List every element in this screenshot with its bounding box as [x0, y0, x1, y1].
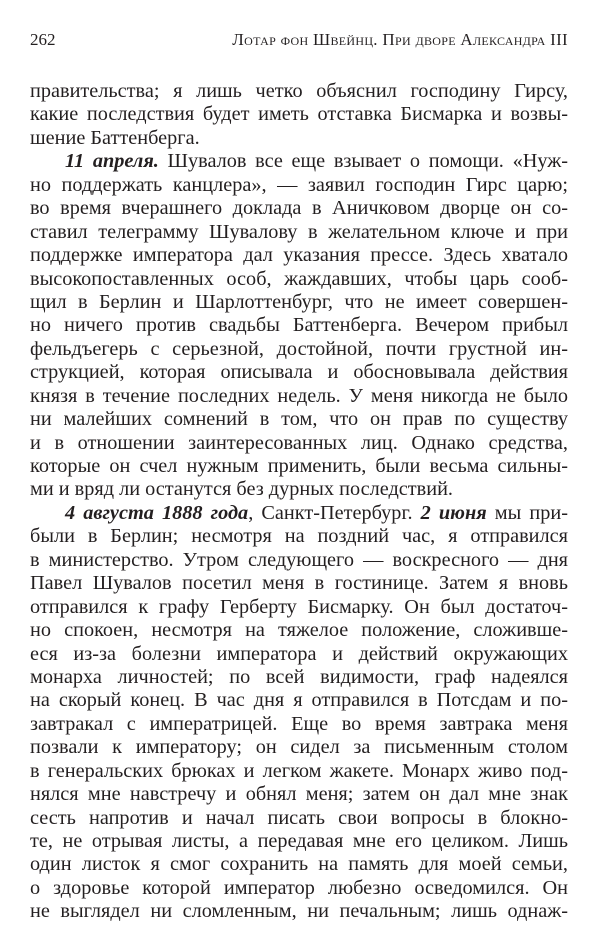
text-segment: , Санкт-Петербург. — [248, 501, 421, 524]
text-segment: о здоровье которой император любезно осведомился. Он — [30, 876, 568, 899]
text-line — [30, 221, 568, 244]
text-line — [30, 549, 568, 572]
text-segment: еся из-за болезни императора и действий окружающих — [30, 642, 568, 665]
date-heading: 11 апреля. — [65, 150, 159, 173]
text-segment: высокопоставленных особ, жаждавших, чтобы царь сооб- — [30, 267, 568, 290]
text-segment: какие последствия будет иметь отставка Бисмарка и возвы- — [30, 103, 568, 126]
text-segment: в министерство. Утром следующего — воскресного — дня — [30, 548, 568, 571]
text-line — [30, 291, 568, 314]
text-segment: те, не отрывая листы, а передавая мне его целиком. Лишь — [30, 830, 568, 852]
text-line — [30, 103, 568, 126]
text-line — [30, 361, 568, 384]
text-line — [30, 127, 568, 150]
text-line — [30, 314, 568, 337]
text-line — [30, 432, 568, 455]
text-line — [30, 760, 568, 783]
running-title: Лотар фон Швейнц. При дворе Александра III — [232, 30, 568, 49]
text-line — [30, 385, 568, 408]
page-body-text — [30, 80, 568, 924]
text-line — [30, 643, 568, 666]
text-segment: нялся мне навстречу и обнял меня; затем он дал мне знак — [30, 783, 568, 806]
text-segment: во время вчерашнего доклада в Аничковом дворце он со- — [30, 197, 568, 220]
running-header — [30, 30, 568, 52]
text-segment: но спокоен, несмотря на тяжелое положение, сложивше- — [30, 619, 568, 642]
text-line — [30, 197, 568, 220]
text-line — [30, 853, 568, 876]
text-line — [30, 877, 568, 900]
text-segment: правительства; я лишь четко объяснил господину Гирсу, — [30, 80, 568, 102]
text-segment: ни малейших сомнений в том, что он прав по существу — [30, 408, 568, 431]
text-line — [30, 174, 568, 197]
text-segment: ставил телеграмму Шувалову в желательном ключе и при — [30, 220, 568, 243]
text-segment: струкцией, которая описывала и обосновывала действия — [30, 361, 568, 384]
text-line — [30, 150, 568, 173]
text-segment: в генеральских брюках и легком жакете. Монарх живо под- — [30, 759, 568, 782]
text-line — [30, 807, 568, 830]
text-segment: монарха личностей; по всей видимости, граф надеялся — [30, 665, 568, 688]
text-segment: один листок я смог сохранить на память для моей семьи, — [30, 853, 568, 876]
text-segment: позвали к императору; он сидел за письменным столом — [30, 736, 568, 759]
text-line — [30, 900, 568, 923]
text-segment: но ничего против свадьбы Баттенберга. Вечером прибыл — [30, 314, 568, 337]
text-line — [30, 713, 568, 736]
text-segment: поддержке императора дал указания прессе. Здесь хватало — [30, 244, 568, 267]
text-segment: князя в течение последних недель. У меня никогда не было — [30, 384, 568, 407]
text-line — [30, 783, 568, 806]
text-line — [30, 619, 568, 642]
text-line — [30, 689, 568, 712]
text-line — [30, 830, 568, 853]
text-segment: шение Баттенберга. — [30, 126, 200, 149]
text-segment: щил в Берлин и Шарлоттенбург, что не имеет совершен- — [30, 290, 568, 313]
text-line — [30, 244, 568, 267]
text-line — [30, 80, 568, 103]
text-segment: завтракал с императрицей. Еще во время завтрака меня — [30, 712, 568, 735]
text-line — [30, 525, 568, 548]
text-segment: были в Берлин; несмотря на поздний час, я отправился — [30, 525, 568, 548]
page-number: 262 — [30, 30, 56, 49]
text-segment: Павел Шувалов посетил меня в гостинице. Затем я вновь — [30, 572, 568, 595]
date-heading: 4 августа 1888 года — [65, 501, 249, 524]
text-segment: на скорый конец. В час дня я отправился в Потсдам и по- — [30, 689, 568, 712]
text-segment: фельдъегерь с серьезной, достойной, почти грустной ин- — [30, 337, 568, 360]
text-line — [30, 338, 568, 361]
text-line — [30, 502, 568, 525]
text-segment: отправился к графу Герберту Бисмарку. Он был достаточ- — [30, 595, 568, 618]
text-line — [30, 572, 568, 595]
text-segment: которые он счел нужным применить, были весьма сильны- — [30, 455, 568, 477]
text-segment: и в отношении заинтересованных лиц. Однако средства, — [30, 431, 568, 454]
text-line — [30, 455, 568, 478]
text-segment: Шувалов все еще взывает о помощи. «Нуж- — [158, 150, 568, 173]
text-segment: сесть напротив и начал писать свои вопросы в блокно- — [30, 806, 568, 829]
text-segment: не выглядел ни сломленным, ни печальным; лишь однаж- — [30, 900, 568, 923]
text-line — [30, 666, 568, 689]
text-line — [30, 478, 568, 501]
text-segment: ми и вряд ли останутся без дурных последствий. — [30, 478, 453, 501]
text-segment: но поддержать канцлера», — заявил господин Гирс царю; — [30, 173, 568, 196]
date-heading: 2 июня — [420, 501, 487, 524]
text-line — [30, 268, 568, 291]
text-segment: мы при- — [486, 501, 568, 524]
text-line — [30, 596, 568, 619]
text-line — [30, 736, 568, 759]
text-line — [30, 408, 568, 431]
